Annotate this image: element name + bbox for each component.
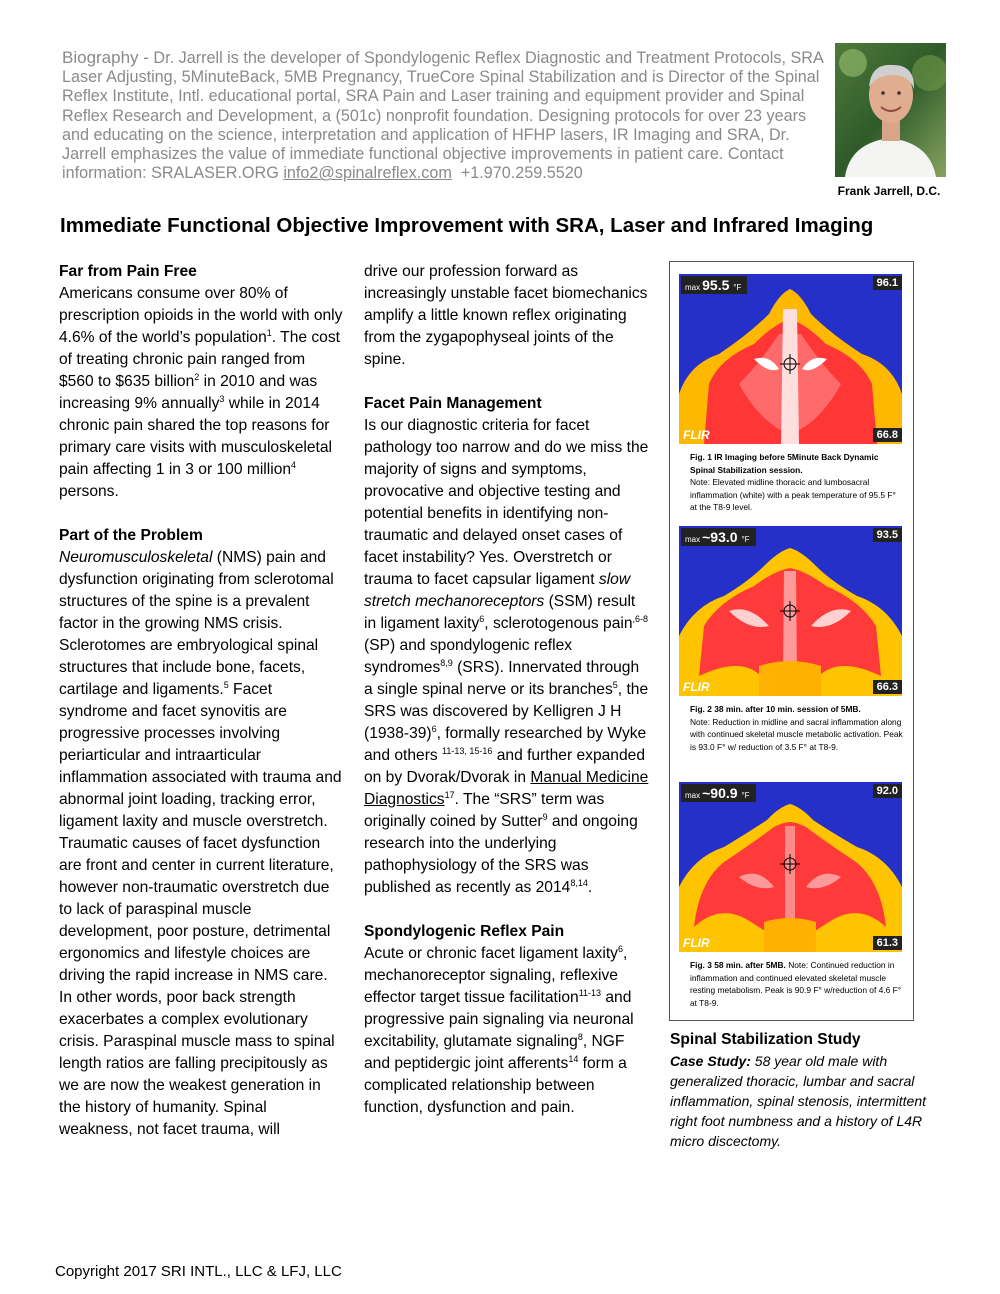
heading-spondylogenic-reflex-pain: Spondylogenic Reflex Pain xyxy=(364,923,565,940)
scale-high-label: 92.0 xyxy=(873,784,902,798)
email-link[interactable]: info2@spinalreflex.com xyxy=(283,164,452,183)
biography xyxy=(62,48,827,183)
max-temp-label: max ~93.0 °F xyxy=(681,528,756,546)
figure-3-caption: Fig. 3 58 min. after 5MB. Note: Continued reduction in inflammation and continued elevated skeletal muscle resting metabolism. Peak is 90.9 F° w/reduction of 4.6 F° at T8-9. xyxy=(690,960,902,1008)
max-temp-label: max 95.5 °F xyxy=(681,276,747,294)
photo-caption: Frank Jarrell, D.C. xyxy=(837,184,941,198)
heading-facet-pain-management: Facet Pain Management xyxy=(364,395,542,412)
ir-image-3 xyxy=(679,782,902,952)
figure-2-caption: Fig. 2 38 min. after 10 min. session of 5MB. Note: Reduction in midline and sacral inflammation along with continued skeletal muscle metabolic activation. Peak is 93.0 F° w/ reduction of 3.5 F° at T8-9. xyxy=(690,704,903,752)
book-title: Manual Medicine Diagnostics xyxy=(364,769,649,808)
author-photo xyxy=(835,43,946,177)
flir-logo: FLIR xyxy=(683,936,710,950)
paragraph-facet: Is our diagnostic criteria for facet pathology too narrow and do we miss the majority of signs and symptoms, provocative and objective testing and potential benefits in identifying non-traumatic and delayed onset cases of facet instability? Yes. Overstretch or trauma to facet capsular ligament slow stretch mechanoreceptors (SSM) result in ligament laxity$^6$, sclerotogenous pain$^{,6-8}$ (SP) and spondylogenic reflex syndromes$^{8,9}$ (SRS). Innervated through a single spinal nerve or its branches$^5$, the SRS was discovered by Kelligren J H (1938-39)$^6$, formally researched by Wyke and others $^{11-13, 15-16}$ and further expanded on by Dvorak/Dvorak in Manual Medicine Diagnostics$^{17}$. The “SRS” term was originally coined by Sutter$^9$ and ongoing research into the underlying pathophysiology of the SRS was published as recently as 2014$^{8,14}$. xyxy=(364,417,649,896)
study-text: Case Study: 58 year old male with generalized thoracic, lumbar and sacral inflammation, spinal stenosis, intermittent right foot numbness and a history of L4R micro discectomy. xyxy=(670,1053,926,1149)
heading-far-from-pain-free: Far from Pain Free xyxy=(59,263,197,280)
column-2 xyxy=(364,261,649,1119)
study-title: Spinal Stabilization Study xyxy=(670,1031,861,1048)
flir-logo: FLIR xyxy=(683,680,710,694)
paragraph-continuation: drive our profession forward as increasingly unstable facet biomechanics amplify a little known reflex originating from the zygapophyseal joints of the spine. xyxy=(364,263,648,368)
paragraph-nms: Neuromusculoskeletal (NMS) pain and dysfunction originating from sclerotomal structures of the spine is a prevalent factor in the growing NMS crisis. Sclerotomes are embryological spinal structures that include bone, facets, cartilage and ligaments.$^5$ Facet syndrome and facet synovitis are progressive processes involving periarticular and intraarticular inflammation associated with trauma and abnormal joint loading, tracking error, ligament laxity and muscle overstretch. Traumatic causes of facet dysfunction are front and center in current literature, however non-traumatic overstretch due to lack of paraspinal muscle development, poor posture, detrimental ergonomics and lifestyle choices are driving the rapid increase in NMS care. In other words, poor back strength exacerbates a complex evolutionary crisis. Paraspinal muscle mass to spinal length ratios are falling precipitously as we are now the weakest generation in the history of humanity. Spinal weakness, not facet trauma, will xyxy=(59,549,342,1138)
ir-image-1 xyxy=(679,274,902,444)
biography-text: Dr. Jarrell is the developer of Spondylogenic Reflex Diagnostic and Treatment Protocols, SRA Laser Adjusting, 5MinuteBack, 5MB Pregnancy, TrueCore Spinal Stabilization and is Director of the Spinal Reflex Institute, Intl. educational portal, SRA Pain and Laser training and equipment provider and Spinal Reflex Research and Development, a (501c) nonprofit foundation. Designing protocols for over 23 years and educating on the science, interpretation and application of HFHP lasers, IR Imaging and SRA, Dr. Jarrell emphasizes the value of immediate functional objective improvements in patient care. Contact information: SRALASER.ORG xyxy=(62,49,823,183)
column-1 xyxy=(59,261,344,1141)
paragraph-reflex-pain: Acute or chronic facet ligament laxity$^6$, mechanoreceptor signaling, reflexive effector target tissue facilitation$^{11-13}$ and progressive pain signaling via neuronal excitability, glutamate signaling$^8$, NGF and peptidergic joint afferents$^{14}$ form a complicated relationship between function, dysfunction and pain. xyxy=(364,944,634,1116)
figure-1-caption: Fig. 1 IR Imaging before 5Minute Back Dynamic Spinal Stabilization session. Note: Elevated midline thoracic and lumbosacral inflammation (white) with a peak temperature of 95.5 F° at the T8-9 level. xyxy=(690,452,896,513)
phone-number: +1.970.259.5520 xyxy=(460,164,583,183)
scale-low-label: 66.3 xyxy=(873,680,902,694)
heading-part-of-problem: Part of the Problem xyxy=(59,527,203,544)
biography-label: Biography - xyxy=(62,48,149,67)
copyright-footer: Copyright 2017 SRI INTL., LLC & LFJ, LLC xyxy=(55,1263,342,1280)
scale-high-label: 96.1 xyxy=(873,276,902,290)
flir-logo: FLIR xyxy=(683,428,710,442)
case-study xyxy=(670,1030,930,1151)
paragraph-pain-stats: Americans consume over 80% of prescription opioids in the world with only 4.6% of the world’s population$^1$. The cost of treating chronic pain ranged from $560 to $635 billion$^2$ in 2010 and was increasing 9% annually$^3$ while in 2014 chronic pain shared the top reasons for primary care visits with musculoskeletal pain affecting 1 in 3 or 100 million$^4$ persons. xyxy=(59,285,343,500)
scale-low-label: 66.8 xyxy=(873,428,902,442)
scale-high-label: 93.5 xyxy=(873,528,902,542)
max-temp-label: max ~90.9 °F xyxy=(681,784,756,802)
figure-panel xyxy=(669,261,914,1021)
ir-image-2 xyxy=(679,526,902,696)
scale-low-label: 61.3 xyxy=(873,936,902,950)
article-title: Immediate Functional Objective Improvement with SRA, Laser and Infrared Imaging xyxy=(60,214,874,237)
